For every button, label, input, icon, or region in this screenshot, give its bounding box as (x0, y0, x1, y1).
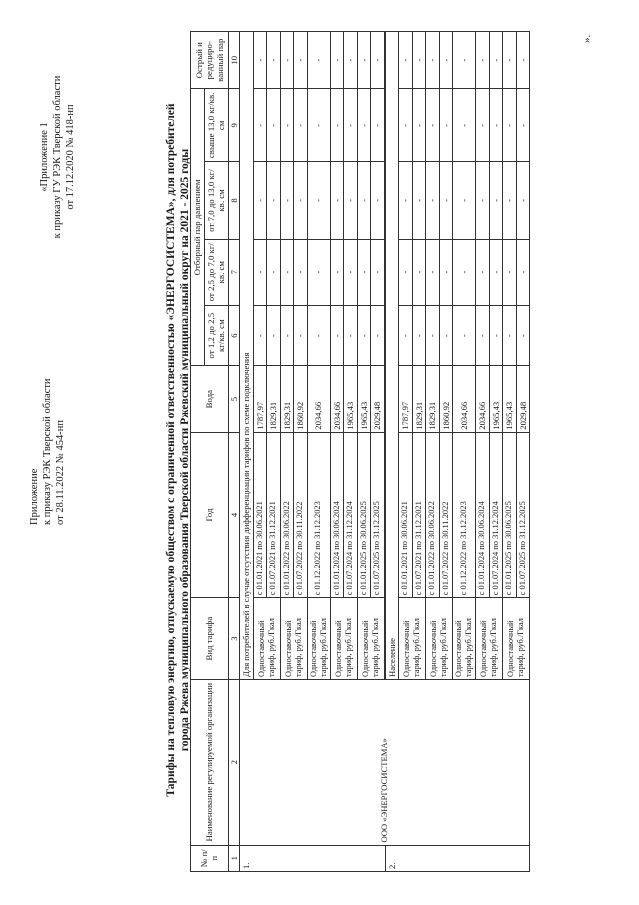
dash-cell: - (439, 239, 453, 305)
dash-cell: - (412, 162, 426, 239)
water-value: 1829,31 (280, 366, 294, 432)
dash-cell: - (253, 32, 267, 89)
dash-cell: - (267, 162, 281, 239)
title-line1: Тарифы на тепловую энергию, отпускаемую обществом с ограниченной ответственностью «ЭНЕРГОСИСТЕМА», для потребителей (165, 103, 177, 797)
dash-cell: - (267, 239, 281, 305)
header-num: № п/ п (191, 845, 229, 871)
tariff-type-cell: Одноставочный тариф, руб./Гкал (330, 598, 357, 680)
section-number: 1. (240, 845, 386, 871)
water-value: 2034,66 (330, 366, 344, 432)
dash-cell: - (371, 32, 385, 89)
period-cell: с 01.07.2025 по 31.12.2025 (516, 432, 530, 598)
dash-cell: - (330, 162, 344, 239)
dash-cell: - (330, 89, 344, 162)
water-value: 1829,31 (412, 366, 426, 432)
tariff-type-cell: Одноставочный тариф, руб./Гкал (453, 598, 476, 680)
header-pressure-4: свыше 13,0 кг/кв. см (204, 89, 228, 162)
header-right-line3: от 17.12.2020 № 418-нп (65, 104, 76, 210)
dash-cell: - (344, 162, 358, 239)
tariff-type-cell: Одноставочный тариф, руб./Гкал (426, 598, 453, 680)
dash-cell: - (344, 239, 358, 305)
dash-cell: - (294, 239, 308, 305)
section-label: Население (385, 32, 399, 680)
dash-cell: - (516, 162, 530, 239)
header-pressure-3: от 7,0 до 13,0 кг/кв. см (204, 162, 228, 239)
dash-cell: - (294, 305, 308, 366)
dash-cell: - (357, 89, 371, 162)
water-value: 1829,31 (426, 366, 440, 432)
dash-cell: - (399, 32, 413, 89)
dash-cell: - (253, 305, 267, 366)
period-cell: с 01.01.2024 по 30.06.2024 (476, 432, 490, 598)
header-steam-group: Отборный пар давлением (191, 89, 205, 366)
water-value: 1965,43 (344, 366, 358, 432)
header-left-line3: от 28.11.2022 № 454-нп (55, 420, 66, 525)
tariff-type-cell: Одноставочный тариф, руб./Гкал (476, 598, 503, 680)
dash-cell: - (330, 239, 344, 305)
dash-cell: - (280, 32, 294, 89)
water-value: 2034,66 (307, 366, 330, 432)
col-number: 7 (228, 239, 240, 305)
dash-cell: - (307, 89, 330, 162)
dash-cell: - (426, 32, 440, 89)
dash-cell: - (357, 162, 371, 239)
dash-cell: - (307, 162, 330, 239)
dash-cell: - (489, 32, 503, 89)
col-number: 4 (228, 432, 240, 598)
title-line2: города Ржева муниципального образования Тверской области Ржевский муниципальный округ на 2021 - 2025 годы (179, 148, 191, 752)
dash-cell: - (330, 32, 344, 89)
dash-cell: - (489, 239, 503, 305)
dash-cell: - (253, 162, 267, 239)
dash-cell: - (253, 89, 267, 162)
dash-cell: - (489, 162, 503, 239)
dash-cell: - (516, 32, 530, 89)
tariff-type-cell: Одноставочный тариф, руб./Гкал (253, 598, 280, 680)
header-year: Год (191, 432, 229, 598)
header-org: Наименование регулируемой организации (191, 679, 229, 845)
col-number: 3 (228, 598, 240, 680)
period-cell: с 01.12.2022 по 31.12.2023 (307, 432, 330, 598)
dash-cell: - (516, 239, 530, 305)
dash-cell: - (476, 162, 490, 239)
col-number: 9 (228, 89, 240, 162)
water-value: 1787,97 (253, 366, 267, 432)
tariff-table-body (240, 32, 530, 872)
tariff-type-cell: Одноставочный тариф, руб./Гкал (307, 598, 330, 680)
section-label: Для потребителей в случае отсутствия дифференциации тарифов по схеме подключения (240, 32, 254, 680)
water-value: 1860,92 (294, 366, 308, 432)
col-number: 10 (228, 32, 240, 89)
dash-cell: - (426, 239, 440, 305)
period-cell: с 01.07.2024 по 31.12.2024 (344, 432, 358, 598)
period-cell: с 01.07.2021 по 31.12.2021 (267, 432, 281, 598)
dash-cell: - (307, 239, 330, 305)
header-pressure-2: от 2,5 до 7,0 кг/кв. см (204, 239, 228, 305)
dash-cell: - (344, 89, 358, 162)
period-cell: с 01.01.2025 по 30.06.2025 (357, 432, 371, 598)
dash-cell: - (489, 89, 503, 162)
water-value: 2034,66 (476, 366, 490, 432)
dash-cell: - (412, 89, 426, 162)
header-right-line2: к приказу ГУ РЭК Тверской области (52, 75, 63, 239)
section-row (240, 32, 254, 872)
dash-cell: - (280, 162, 294, 239)
header-left-line1: Приложение (29, 468, 40, 525)
period-cell: с 01.12.2022 по 31.12.2023 (453, 432, 476, 598)
dash-cell: - (412, 305, 426, 366)
period-cell: с 01.01.2024 по 30.06.2024 (330, 432, 344, 598)
dash-cell: - (453, 305, 476, 366)
dash-cell: - (280, 89, 294, 162)
col-number: 2 (228, 679, 240, 845)
dash-cell: - (426, 305, 440, 366)
period-cell: с 01.01.2021 по 30.06.2021 (399, 432, 413, 598)
dash-cell: - (371, 239, 385, 305)
dash-cell: - (307, 32, 330, 89)
dash-cell: - (453, 32, 476, 89)
dash-cell: - (399, 239, 413, 305)
col-number: 8 (228, 162, 240, 239)
water-value: 2034,66 (453, 366, 476, 432)
dash-cell: - (294, 89, 308, 162)
dash-cell: - (357, 305, 371, 366)
water-value: 1829,31 (267, 366, 281, 432)
closing-quote: ». (581, 34, 593, 43)
dash-cell: - (516, 89, 530, 162)
dash-cell: - (439, 89, 453, 162)
dash-cell: - (253, 239, 267, 305)
header-right-line1: «Приложение 1 (39, 122, 50, 192)
document-title (164, 35, 192, 865)
dash-cell: - (453, 239, 476, 305)
dash-cell: - (439, 32, 453, 89)
period-cell: с 01.07.2024 по 31.12.2024 (489, 432, 503, 598)
water-value: 1965,43 (489, 366, 503, 432)
dash-cell: - (357, 32, 371, 89)
header-row-1 (191, 32, 205, 872)
period-cell: с 01.01.2022 по 30.06.2022 (280, 432, 294, 598)
dash-cell: - (344, 32, 358, 89)
dash-cell: - (399, 162, 413, 239)
tariff-type-cell: Одноставочный тариф, руб./Гкал (399, 598, 426, 680)
dash-cell: - (267, 32, 281, 89)
order-header-left (28, 305, 67, 525)
dash-cell: - (503, 32, 517, 89)
dash-cell: - (489, 305, 503, 366)
header-pressure-1: от 1,2 до 2,5 кг/кв. см (204, 305, 228, 366)
dash-cell: - (476, 89, 490, 162)
dash-cell: - (453, 89, 476, 162)
organization-name: ООО «ЭНЕРГОСИСТЕМА» (240, 679, 530, 845)
header-tariff-type: Вид тарифа (191, 598, 229, 680)
dash-cell: - (476, 32, 490, 89)
dash-cell: - (426, 89, 440, 162)
water-value: 1965,43 (503, 366, 517, 432)
column-number-row (228, 32, 240, 872)
dash-cell: - (503, 305, 517, 366)
tariff-type-cell: Одноставочный тариф, руб./Гкал (503, 598, 530, 680)
period-cell: с 01.07.2022 по 30.11.2022 (294, 432, 308, 598)
period-cell: с 01.07.2022 по 30.11.2022 (439, 432, 453, 598)
dash-cell: - (453, 162, 476, 239)
col-number: 6 (228, 305, 240, 366)
dash-cell: - (344, 305, 358, 366)
header-sharp-steam: Острый и редуциро-ванный пар (191, 32, 229, 89)
dash-cell: - (476, 239, 490, 305)
dash-cell: - (371, 162, 385, 239)
period-cell: с 01.01.2021 по 30.06.2021 (253, 432, 267, 598)
dash-cell: - (294, 32, 308, 89)
dash-cell: - (280, 305, 294, 366)
dash-cell: - (399, 89, 413, 162)
water-value: 1787,97 (399, 366, 413, 432)
dash-cell: - (476, 305, 490, 366)
period-cell: с 01.01.2022 по 30.06.2022 (426, 432, 440, 598)
tariff-table (190, 31, 530, 872)
dash-cell: - (439, 305, 453, 366)
dash-cell: - (371, 89, 385, 162)
dash-cell: - (412, 32, 426, 89)
header-left-line2: к приказу РЭК Тверской области (42, 378, 53, 525)
col-number: 1 (228, 845, 240, 871)
dash-cell: - (330, 305, 344, 366)
dash-cell: - (357, 239, 371, 305)
water-value: 1965,43 (357, 366, 371, 432)
section-number: 2. (385, 845, 530, 871)
tariff-type-cell: Одноставочный тариф, руб./Гкал (357, 598, 384, 680)
dash-cell: - (503, 162, 517, 239)
period-cell: с 01.01.2025 по 30.06.2025 (503, 432, 517, 598)
col-number: 5 (228, 366, 240, 432)
dash-cell: - (371, 305, 385, 366)
dash-cell: - (280, 239, 294, 305)
period-cell: с 01.07.2021 по 31.12.2021 (412, 432, 426, 598)
dash-cell: - (426, 162, 440, 239)
water-value: 1860,92 (439, 366, 453, 432)
water-value: 2029,48 (371, 366, 385, 432)
dash-cell: - (267, 305, 281, 366)
order-header-right (38, 37, 77, 277)
dash-cell: - (516, 305, 530, 366)
dash-cell: - (503, 89, 517, 162)
dash-cell: - (412, 239, 426, 305)
dash-cell: - (399, 305, 413, 366)
tariff-type-cell: Одноставочный тариф, руб./Гкал (280, 598, 307, 680)
period-cell: с 01.07.2025 по 31.12.2025 (371, 432, 385, 598)
header-water: Вода (191, 366, 229, 432)
dash-cell: - (294, 162, 308, 239)
dash-cell: - (307, 305, 330, 366)
dash-cell: - (267, 89, 281, 162)
dash-cell: - (439, 162, 453, 239)
water-value: 2029,48 (516, 366, 530, 432)
dash-cell: - (503, 239, 517, 305)
